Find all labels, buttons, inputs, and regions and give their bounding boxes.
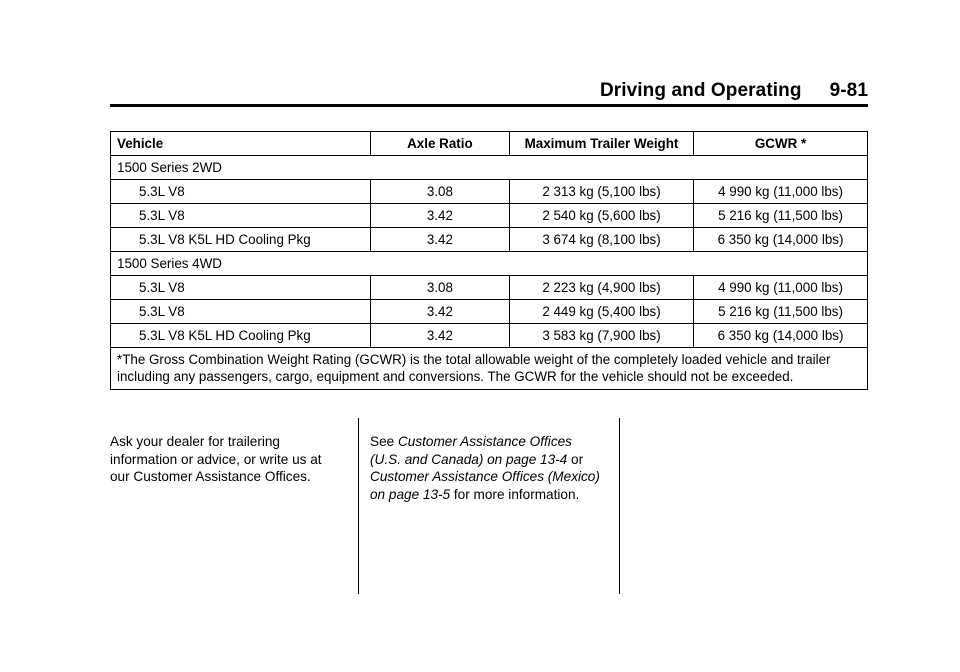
column-header-gcwr: GCWR * <box>694 132 868 156</box>
left-column-text: Ask your dealer for trailering information or advice, or write us at our Customer Assistance Offices. <box>110 434 322 484</box>
section-title: Driving and Operating <box>599 80 802 101</box>
axle-ratio-cell: 3.08 <box>370 276 509 300</box>
table-row <box>111 300 868 324</box>
axle-ratio-cell: 3.42 <box>370 204 509 228</box>
table-row <box>111 324 868 348</box>
gcwr-cell: 5 216 kg (11,500 lbs) <box>694 204 868 228</box>
table-row <box>111 180 868 204</box>
vehicle-cell: 5.3L V8 <box>111 276 371 300</box>
right-column-text <box>370 433 602 503</box>
vehicle-cell: 5.3L V8 <box>111 300 371 324</box>
group-row <box>111 252 868 276</box>
gcwr-footnote: *The Gross Combination Weight Rating (GCWR) is the total allowable weight of the completely loaded vehicle and trailer including any passengers, cargo, equipment and conversions. The GCWR for the vehicle should not be exceeded. <box>111 348 868 390</box>
customer-assistance-mexico-link[interactable]: Customer Assistance Offices (Mexico) on page 13-5 <box>370 469 600 502</box>
vehicle-cell: 5.3L V8 K5L HD Cooling Pkg <box>111 228 371 252</box>
table-row <box>111 204 868 228</box>
group-label: 1500 Series 2WD <box>111 156 868 180</box>
table-row <box>111 228 868 252</box>
gcwr-cell: 6 350 kg (14,000 lbs) <box>694 324 868 348</box>
trailer-weight-cell: 2 223 kg (4,900 lbs) <box>509 276 693 300</box>
page-header <box>110 80 868 106</box>
group-label: 1500 Series 4WD <box>111 252 868 276</box>
page-number: 9-81 <box>829 80 868 101</box>
column-header-max-trailer-weight: Maximum Trailer Weight <box>509 132 693 156</box>
axle-ratio-cell: 3.08 <box>370 180 509 204</box>
column-divider <box>358 418 359 594</box>
header-text <box>600 80 868 102</box>
vehicle-cell: 5.3L V8 K5L HD Cooling Pkg <box>111 324 371 348</box>
vehicle-cell: 5.3L V8 <box>111 180 371 204</box>
axle-ratio-cell: 3.42 <box>370 324 509 348</box>
trailer-weight-cell: 3 583 kg (7,900 lbs) <box>509 324 693 348</box>
customer-assistance-us-canada-link[interactable]: Customer Assistance Offices (U.S. and Canada) on page 13-4 <box>370 434 572 467</box>
axle-ratio-cell: 3.42 <box>370 300 509 324</box>
gcwr-cell: 5 216 kg (11,500 lbs) <box>694 300 868 324</box>
trailer-weight-table <box>110 131 868 390</box>
or-text: or <box>571 451 584 467</box>
see-text: See <box>370 434 395 449</box>
trailer-weight-cell: 3 674 kg (8,100 lbs) <box>509 228 693 252</box>
table-header-row <box>111 132 868 156</box>
table-row <box>111 276 868 300</box>
column-header-vehicle: Vehicle <box>111 132 371 156</box>
column-header-axle-ratio: Axle Ratio <box>370 132 509 156</box>
more-info-text: for more information. <box>453 486 580 502</box>
gcwr-cell: 4 990 kg (11,000 lbs) <box>694 276 868 300</box>
header-rule <box>110 104 868 107</box>
trailer-weight-cell: 2 449 kg (5,400 lbs) <box>509 300 693 324</box>
trailer-weight-cell: 2 313 kg (5,100 lbs) <box>509 180 693 204</box>
footnote-row <box>111 348 868 390</box>
gcwr-cell: 6 350 kg (14,000 lbs) <box>694 228 868 252</box>
column-divider <box>619 418 620 594</box>
gcwr-cell: 4 990 kg (11,000 lbs) <box>694 180 868 204</box>
vehicle-cell: 5.3L V8 <box>111 204 371 228</box>
axle-ratio-cell: 3.42 <box>370 228 509 252</box>
trailer-weight-cell: 2 540 kg (5,600 lbs) <box>509 204 693 228</box>
group-row <box>111 156 868 180</box>
